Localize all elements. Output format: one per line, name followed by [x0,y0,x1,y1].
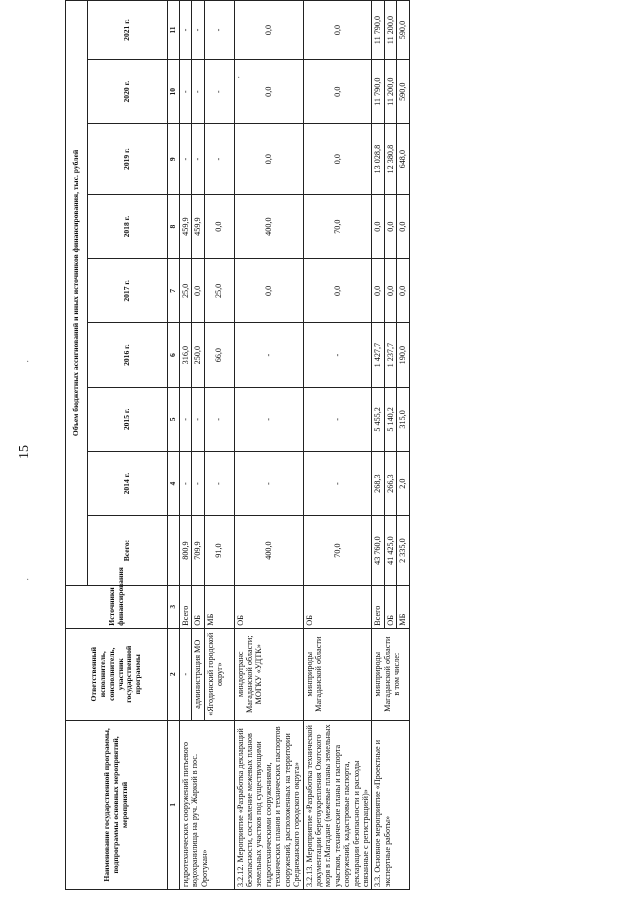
table-row [372,1,384,890]
value-cell: 590,0 [397,60,409,124]
row-exec: «Ягодинский городской округ» [204,628,234,720]
year-header: 2017 г. [88,259,168,323]
value-cell: 190,0 [397,323,409,387]
value-cell: 400,0 [234,195,303,259]
row-name: 3.3. Основное мероприятие «Проектные и экспертные работы» [372,720,409,889]
value-cell: 1 427,7 [372,323,384,387]
value-cell: 0,0 [303,124,372,195]
value-cell: 12 380,8 [384,124,396,195]
value-cell: - [234,323,303,387]
value-cell: 250,0 [192,323,204,387]
year-header: 2016 г. [88,323,168,387]
col-total-header: Всего: [88,516,168,586]
year-header: 2015 г. [88,387,168,451]
page-number: 15 [17,445,32,459]
value-cell: 0,0 [397,259,409,323]
col-exec-header: Ответственный исполнитель, соисполнитель, участник государственной программы [66,628,168,720]
col-name-header: Наименование государственной программы, подпрограммы основных мероприятий, мероприятий [66,720,168,889]
index-cell: 11 [168,1,180,60]
row-name: гидротехнических сооружений питьевого водохранилища на руч. Жаркий в пос. Оротукан» [179,720,234,889]
value-cell: 70,0 [303,516,372,586]
value-cell: 0,0 [234,124,303,195]
scan-speck: · [26,357,30,368]
table-row [234,1,303,890]
budget-table [65,0,410,890]
value-cell: 0,0 [234,259,303,323]
row-exec: минприроды Магаданской области [303,628,372,720]
value-cell: 25,0 [179,259,191,323]
value-cell: 1 237,7 [384,323,396,387]
value-cell: - [303,387,372,451]
value-cell: - [303,452,372,516]
row-source: МБ [397,585,409,628]
year-header: 2021 г. [88,1,168,60]
value-cell: 0,0 [303,259,372,323]
value-cell: 0,0 [384,259,396,323]
value-cell: 2,0 [397,452,409,516]
value-cell: 315,0 [397,387,409,451]
row-exec-line: в том числе: [392,652,402,696]
value-cell: - [192,124,204,195]
index-cell: 4 [168,452,180,516]
value-cell: 459,9 [192,195,204,259]
value-cell: 316,0 [179,323,191,387]
value-cell: - [192,60,204,124]
value-cell: 590,0 [397,1,409,60]
table-row [303,1,372,890]
value-cell: 0,0 [372,195,384,259]
value-cell: - [204,60,234,124]
row-source: МБ [204,585,234,628]
value-cell: - [179,387,191,451]
value-cell: 5 140,2 [384,387,396,451]
value-cell: 91,0 [204,516,234,586]
value-cell: - [204,124,234,195]
value-cell: 11 790,0 [372,60,384,124]
value-cell: 648,0 [397,124,409,195]
row-source: ОБ [234,585,303,628]
value-cell: 709,9 [192,516,204,586]
value-cell: 2 335,0 [397,516,409,586]
value-cell: - [204,1,234,60]
value-cell: - [179,452,191,516]
year-header: 2018 г. [88,195,168,259]
index-cell: 10 [168,60,180,124]
index-cell: 6 [168,323,180,387]
value-cell: - [179,60,191,124]
value-cell: - [234,387,303,451]
value-cell: 5 455,2 [372,387,384,451]
value-cell: 0,0 [192,259,204,323]
row-source: ОБ [192,585,204,628]
col-source-header: Источники финансирования [66,585,168,628]
value-cell: - [192,1,204,60]
row-source: ОБ [303,585,372,628]
value-cell: - [303,323,372,387]
value-cell: 459,9 [179,195,191,259]
value-cell: 0,0 [204,195,234,259]
value-cell: 70,0 [303,195,372,259]
value-cell: - [179,124,191,195]
value-cell: 25,0 [204,259,234,323]
row-exec-line: минприроды Магаданской области [373,636,392,712]
value-cell: 0,0 [303,60,372,124]
row-exec [372,628,409,720]
value-cell: 266,3 [384,452,396,516]
table-row [179,1,191,890]
row-source: ОБ [384,585,396,628]
index-cell: 1 [168,720,180,889]
value-cell: - [179,1,191,60]
value-cell: - [234,452,303,516]
value-cell: 268,3 [372,452,384,516]
value-cell: 0,0 [303,1,372,60]
row-name: 3.2.13. Мероприятие «Разработка технической документации берегоукрепления Охотского моря в г.Магадане (межевые планы земельных участков, технические планы и паспорта сооружений, кадастровые паспорта, декларации безопасности и расходы связанные с регистрацией)» [303,720,372,889]
value-cell: 43 760,0 [372,516,384,586]
row-source: Всего [372,585,384,628]
value-cell: 0,0 [397,195,409,259]
value-cell: - [192,387,204,451]
value-cell: 800,9 [179,516,191,586]
value-cell: 13 028,8 [372,124,384,195]
row-exec: миндортранс Магаданской области; МОГКУ «УДТК» [234,628,303,720]
rotated-page [65,0,619,890]
value-cell: 41 425,0 [384,516,396,586]
value-cell: - [192,452,204,516]
value-cell: 0,0 [234,1,303,60]
index-cell: 8 [168,195,180,259]
value-cell: - [204,452,234,516]
scan-speck: · [237,73,241,84]
col-volume-header: Объем бюджетных ассигнований и иных источников финансирования, тыс. рублей [66,1,88,586]
value-cell: 11 200,0 [384,1,396,60]
row-source: Всего [179,585,191,628]
value-cell: 0,0 [384,195,396,259]
value-cell: - [204,387,234,451]
year-header: 2014 г. [88,452,168,516]
value-cell: 0,0 [234,60,303,124]
index-cell: 9 [168,124,180,195]
index-cell: 2 [168,628,180,720]
value-cell: 11 200,0 [384,60,396,124]
index-cell: 7 [168,259,180,323]
year-header: 2019 г. [88,124,168,195]
row-exec: - [179,628,191,720]
value-cell: 0,0 [372,259,384,323]
row-exec: администрация МО [192,628,204,720]
row-name: 3.2.12. Мероприятие «Разработка деклараций безопасности, составление межевых планов земельных участков под существующими гидротехническими сооружениями, технических планов и технических паспортов сооружений, расположенных на территории Среднеканского городского округа» [234,720,303,889]
year-header: 2020 г. [88,60,168,124]
scan-speck: · [26,575,30,586]
value-cell: 11 790,0 [372,1,384,60]
index-cell: 3 [168,585,180,628]
index-cell: 5 [168,387,180,451]
value-cell: 400,0 [234,516,303,586]
value-cell: 66,0 [204,323,234,387]
